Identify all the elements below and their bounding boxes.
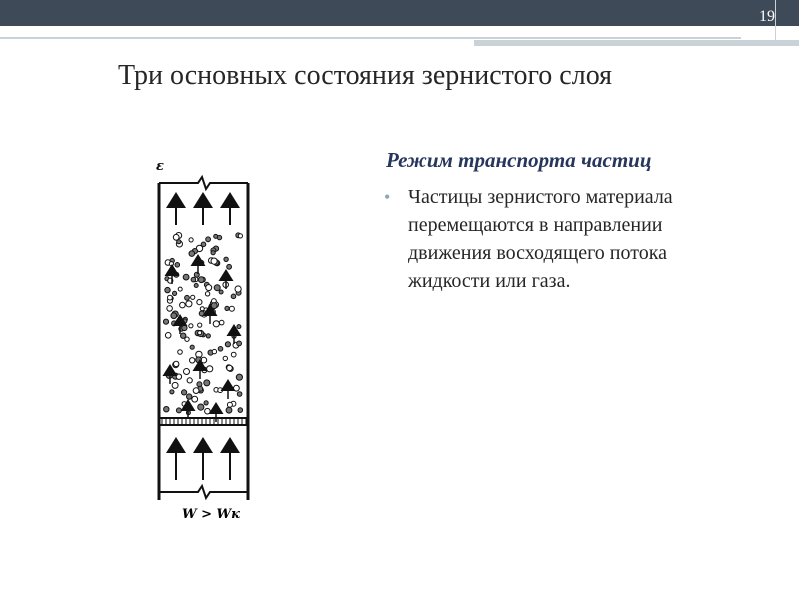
particle xyxy=(181,333,186,338)
particle xyxy=(237,392,242,397)
particle xyxy=(197,300,202,305)
particle xyxy=(210,309,215,314)
particle xyxy=(185,295,190,300)
section-subheading: Режим транспорта частиц xyxy=(386,148,652,172)
particle xyxy=(192,396,198,402)
particle xyxy=(206,237,211,242)
particle xyxy=(235,286,241,292)
particle xyxy=(224,257,228,261)
particle xyxy=(213,321,219,327)
particle xyxy=(231,352,236,357)
particle xyxy=(238,408,243,413)
transport-regime-diagram xyxy=(150,150,260,530)
particle xyxy=(174,361,179,366)
particle xyxy=(184,369,190,375)
particle xyxy=(183,319,187,323)
particle xyxy=(190,358,195,363)
particle xyxy=(196,357,202,363)
particle xyxy=(176,374,181,379)
particle xyxy=(189,324,193,328)
particle xyxy=(231,294,236,299)
particle xyxy=(178,350,183,355)
particle xyxy=(165,333,171,339)
particle xyxy=(212,349,216,353)
particle xyxy=(206,285,212,291)
particle xyxy=(186,301,192,307)
particle xyxy=(238,234,242,238)
particle xyxy=(173,234,179,240)
particle xyxy=(191,277,196,282)
particle xyxy=(218,388,223,393)
particle xyxy=(211,251,215,255)
particle xyxy=(189,251,195,257)
particle xyxy=(204,380,210,386)
particle xyxy=(206,334,210,338)
particle xyxy=(172,321,177,326)
particle xyxy=(217,235,221,239)
particle xyxy=(237,325,241,329)
particle xyxy=(225,342,230,347)
particle xyxy=(227,264,232,269)
particle xyxy=(198,331,202,335)
particle xyxy=(211,258,217,264)
particle xyxy=(183,274,189,280)
particle xyxy=(164,407,169,412)
particle xyxy=(189,238,193,242)
bullet-dot-icon: • xyxy=(384,187,391,207)
bullet-item xyxy=(384,183,714,295)
particle xyxy=(168,295,173,300)
particle xyxy=(175,263,180,268)
top-break-line xyxy=(159,177,248,189)
particle xyxy=(194,284,198,288)
particle xyxy=(169,262,173,266)
particle xyxy=(199,311,204,316)
particle xyxy=(207,366,213,372)
particle xyxy=(199,260,204,265)
voidage-label: ε xyxy=(156,159,164,174)
particle xyxy=(229,306,234,311)
bottom-break-line xyxy=(159,486,248,498)
particle xyxy=(187,378,192,383)
particle xyxy=(163,319,168,324)
particle xyxy=(170,270,176,276)
particle xyxy=(226,407,232,413)
slide-title: Три основных состояния зернистого слоя xyxy=(118,60,613,91)
particle xyxy=(219,290,223,294)
particle xyxy=(198,404,204,410)
particle xyxy=(171,313,177,319)
particle xyxy=(237,341,242,346)
particle xyxy=(182,390,187,395)
particle xyxy=(198,323,202,327)
header-bar xyxy=(0,0,799,26)
particle xyxy=(219,320,224,325)
particle xyxy=(170,390,174,394)
particle xyxy=(193,388,199,394)
particle xyxy=(190,345,194,349)
particle xyxy=(227,402,232,407)
particle xyxy=(214,285,220,291)
slide-number: 19 xyxy=(759,8,775,25)
particle xyxy=(218,347,223,352)
particle xyxy=(211,303,217,309)
particle xyxy=(198,277,204,283)
bullet-text: Частицы зернистого материала перемещаются в направлении движения восходящего потока жидкости или газа. xyxy=(408,186,673,292)
particle xyxy=(205,292,209,296)
particle xyxy=(236,374,242,380)
header-accent-rule xyxy=(474,40,799,46)
particle xyxy=(227,365,233,371)
particle xyxy=(234,385,240,391)
particle xyxy=(165,287,170,292)
particle xyxy=(172,382,178,388)
particle xyxy=(167,306,173,312)
particle xyxy=(223,356,227,360)
velocity-condition-label: W > Wк xyxy=(182,507,240,522)
particle xyxy=(225,306,229,310)
particle xyxy=(176,408,181,413)
particle xyxy=(182,402,187,407)
particle xyxy=(205,408,211,414)
particle xyxy=(173,291,177,295)
header-rule xyxy=(0,37,741,39)
particle xyxy=(187,394,192,399)
particle xyxy=(178,287,182,291)
particle xyxy=(182,325,187,330)
particle xyxy=(191,295,195,299)
particle xyxy=(180,302,186,308)
particle xyxy=(204,401,208,405)
